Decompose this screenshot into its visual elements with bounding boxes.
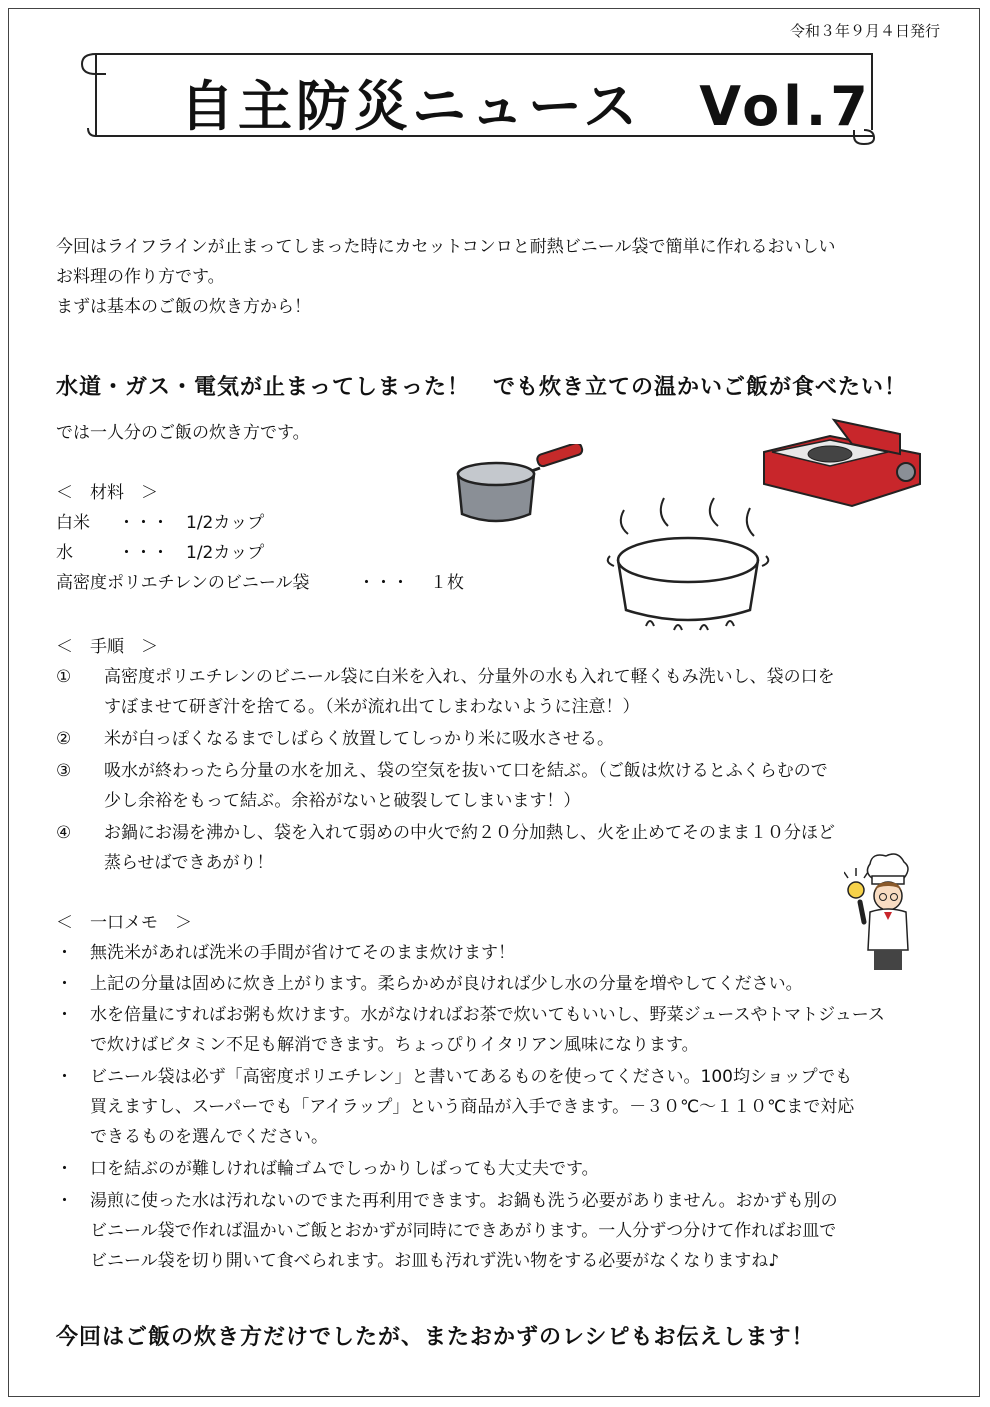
intro-paragraph <box>56 232 835 322</box>
step-line: すぼませて研ぎ汁を捨てる。（米が流れ出てしまわないように注意！） <box>104 697 640 717</box>
steps-heading: ＜ 手順 ＞ <box>56 637 158 657</box>
step-line: 高密度ポリエチレンのビニール袋に白米を入れ、分量外の水も入れて軽くもみ洗いし、袋の口を <box>104 667 835 687</box>
ingredients-list <box>56 508 496 598</box>
closing-message: 今回はご飯の炊き方だけでしたが、またおかずのレシピもお伝えします！ <box>56 1325 815 1350</box>
section-headline: 水道・ガス・電気が止まってしまった！ でも炊き立ての温かいご飯が食べたい！ <box>56 375 908 400</box>
intro-line: 今回はライフラインが止まってしまった時にカセットコンロと耐熱ビニール袋で簡単に作れるおいしい <box>56 237 836 257</box>
memo-heading: ＜ 一口メモ ＞ <box>56 913 192 933</box>
step-line: 少し余裕をもって結ぶ。余裕がないと破裂してしまいます！） <box>104 791 581 811</box>
saucepan-illustration <box>452 444 588 528</box>
memo-line: ビニール袋で作れば温かいご飯とおかずが同時にできあがります。一人分ずつ分けて作ればお皿で <box>90 1221 837 1241</box>
memo-line: 湯煎に使った水は汚れないのでまた再利用できます。お鍋も洗う必要がありません。おかずも別の <box>90 1191 838 1211</box>
ingredient-dots: ・・・ <box>118 543 169 563</box>
step-line: 米が白っぽくなるまでしばらく放置してしっかり米に吸水させる。 <box>104 729 614 749</box>
step-marker: ② <box>56 729 72 749</box>
memo-bullet: ・ <box>56 1005 73 1025</box>
intro-line: お料理の作り方です。 <box>56 267 225 287</box>
memo-line: 口を結ぶのが難しければ輪ゴムでしっかりしばっても大丈夫です。 <box>90 1159 599 1179</box>
step-line: お鍋にお湯を沸かし、袋を入れて弱めの中火で約２０分加熱し、火を止めてそのまま１０分ほど <box>104 823 835 843</box>
memo-bullet: ・ <box>56 943 73 963</box>
ingredients-heading: ＜ 材料 ＞ <box>56 483 158 503</box>
memo-bullet: ・ <box>56 1191 73 1211</box>
memo-line: 無洗米があれば洗米の手間が省けてそのまま炊けます！ <box>90 943 515 963</box>
memo-bullet: ・ <box>56 1067 73 1087</box>
boiling-pot-illustration <box>604 490 772 646</box>
intro-line: まずは基本のご飯の炊き方から！ <box>56 297 311 317</box>
ingredient-amount: １枚 <box>430 573 464 593</box>
ingredient-name: 高密度ポリエチレンのビニール袋 <box>56 573 310 593</box>
ingredient-dots: ・・・ <box>118 513 169 533</box>
ingredient-amount: 1/2カップ <box>186 513 265 533</box>
memo-line: 水を倍量にすればお粥も炊けます。水がなければお茶で炊いてもいいし、野菜ジュースやトマトジュース <box>90 1005 885 1025</box>
memo-line: できるものを選んでください。 <box>90 1127 328 1147</box>
step-marker: ③ <box>56 761 72 781</box>
memo-line: 買えますし、スーパーでも「アイラップ」という商品が入手できます。－３０℃～１１０℃まで対応 <box>90 1097 855 1117</box>
ingredient-dots: ・・・ <box>358 573 409 593</box>
ingredient-name: 水 <box>56 543 73 563</box>
memo-list <box>56 938 976 1278</box>
memo-line: で炊けばビタミン不足も解消できます。ちょっぴりイタリアン風味になります。 <box>90 1035 699 1055</box>
issue-date: 令和３年９月４日発行 <box>790 22 941 40</box>
page-title: 自主防災ニュース Vol.7 <box>180 75 872 138</box>
memo-line: 上記の分量は固めに炊き上がります。柔らかめが良ければ少し水の分量を増やしてください。 <box>90 974 803 994</box>
memo-line: ビニール袋を切り開いて食べられます。お皿も汚れず洗い物をする必要がなくなりますね♪ <box>90 1251 780 1271</box>
ingredient-name: 白米 <box>56 513 90 533</box>
step-line: 蒸らせばできあがり！ <box>104 853 274 873</box>
lead-text: では一人分のご飯の炊き方です。 <box>56 423 310 443</box>
ingredient-amount: 1/2カップ <box>186 543 265 563</box>
step-marker: ④ <box>56 823 72 843</box>
memo-bullet: ・ <box>56 974 73 994</box>
memo-bullet: ・ <box>56 1159 73 1179</box>
gas-stove-illustration <box>760 414 928 510</box>
memo-line: ビニール袋は必ず「高密度ポリエチレン」と書いてあるものを使ってください。100均ショップでも <box>90 1067 853 1087</box>
steps-list <box>56 662 936 874</box>
step-marker: ① <box>56 667 72 687</box>
step-line: 吸水が終わったら分量の水を加え、袋の空気を抜いて口を結ぶ。（ご飯は炊けるとふくらむので <box>104 761 828 781</box>
